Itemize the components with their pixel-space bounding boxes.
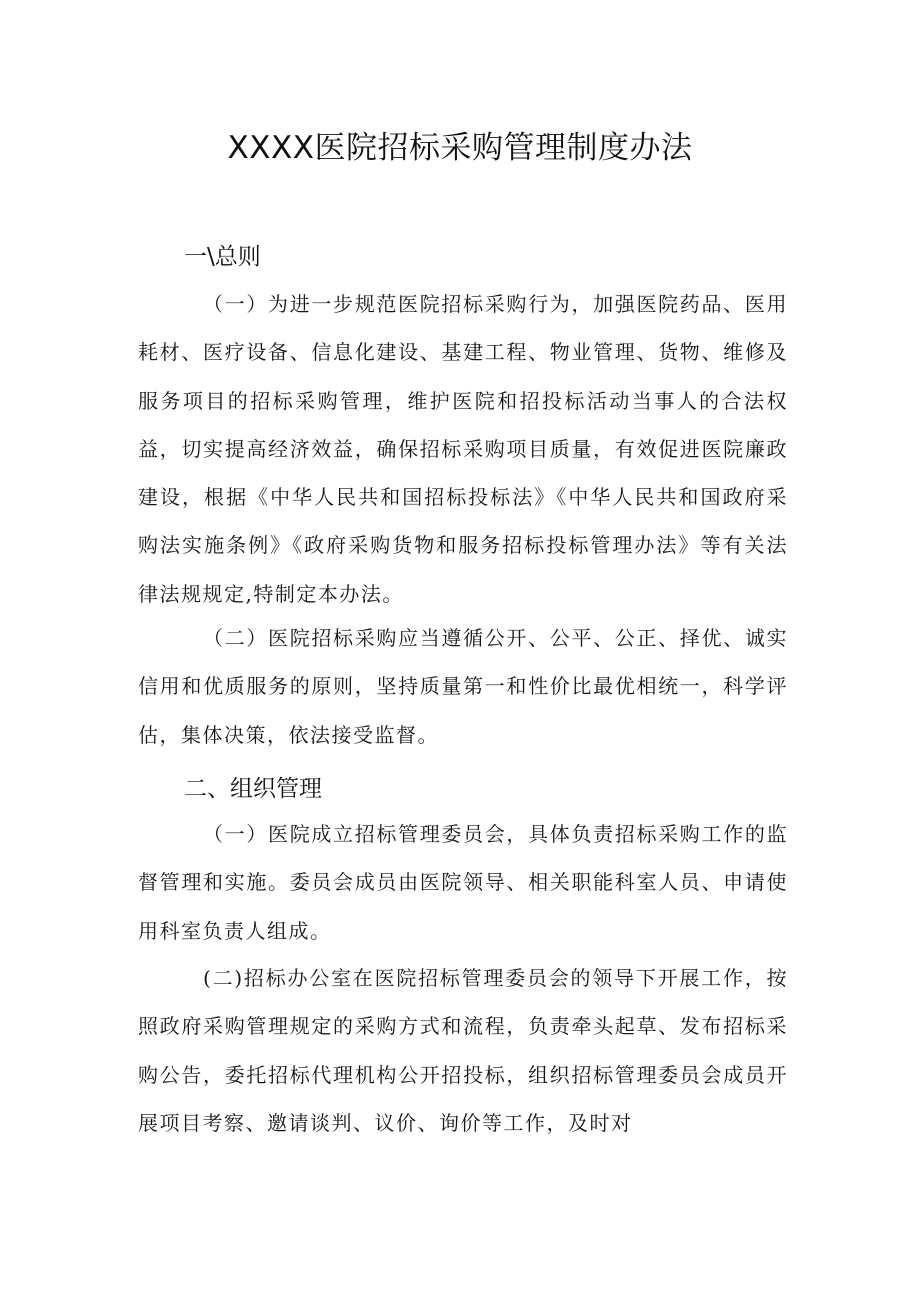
paragraph-1-1: （一）为进一步规范医院招标采购行为，加强医院药品、医用耗材、医疗设备、信息化建设、基建工程、物业管理、货物、维修及服务项目的招标采购管理，维护医院和招投标活动当事人的合法权益，切实提高经济效益，确保招标采购项目质量，有效促进医院廉政建设，根据《中华人民共和国招标投标法》《中华人民共和国政府采购法实施条例》《政府采购货物和服务招标投标管理办法》等有关法律法规规定,特制定本办法。 xyxy=(138,292,788,606)
section-heading-organization-management: 二、组织管理 xyxy=(184,776,322,802)
paragraph-1-2: （二）医院招标采购应当遵循公开、公平、公正、择优、诚实信用和优质服务的原则，坚持质量第一和性价比最优相统一，科学评估，集体决策，依法接受监督。 xyxy=(138,626,788,747)
document-title: XXXX医院招标采购管理制度办法 xyxy=(227,130,693,166)
section-heading-general-provisions: 一\总则 xyxy=(184,244,261,270)
paragraph-2-2: (二)招标办公室在医院招标管理委员会的领导下开展工作，按照政府采购管理规定的采购方式和流程，负责牵头起草、发布招标采购公告，委托招标代理机构公开招投标，组织招标管理委员会成员开展项目考察、邀请谈判、议价、询价等工作，及时对 xyxy=(138,966,788,1135)
paragraph-2-1: （一）医院成立招标管理委员会，具体负责招标采购工作的监督管理和实施。委员会成员由医院领导、相关职能科室人员、申请使用科室负责人组成。 xyxy=(138,822,788,943)
